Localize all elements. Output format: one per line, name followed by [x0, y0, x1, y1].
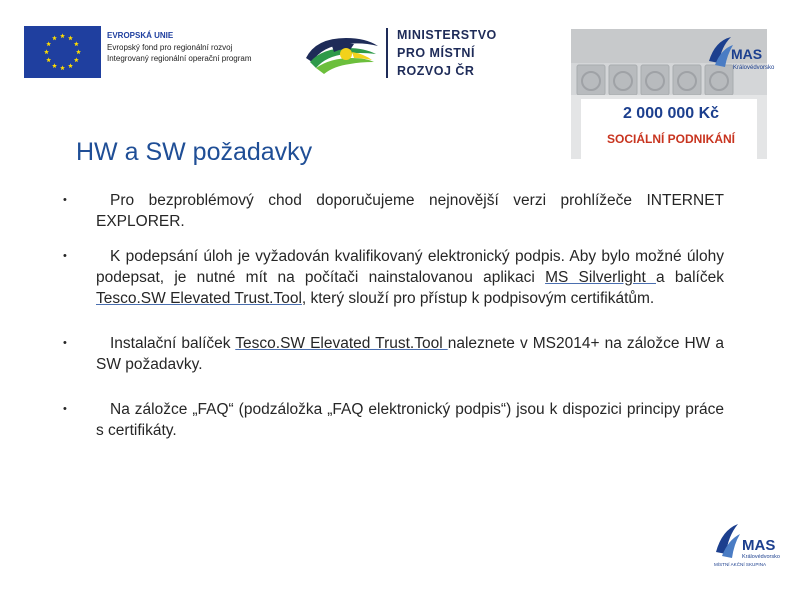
mas-footer-logo	[712, 522, 780, 568]
bullet-dot: •	[63, 194, 67, 206]
bullet-text-part: K podepsání úloh je vyžadován kvalifikovaný elektronický podpis. Aby bylo možné úlohy podepsat, je nutné mít na počítači nainstalovanou aplikaci	[96, 248, 724, 286]
mmr-logo	[302, 22, 512, 84]
eu-star-icon	[52, 63, 57, 68]
mmr-logo-text	[397, 26, 497, 80]
mmr-line3: ROZVOJ ČR	[397, 64, 475, 78]
eu-logo	[24, 26, 284, 78]
mas-logo-icon	[701, 33, 775, 79]
bullet-text-part: Pro bezproblémový chod doporučujeme nejnovější verzi prohlížeče INTERNET EXPLORER.	[96, 192, 724, 230]
eu-star-icon	[74, 41, 79, 46]
bullet-link[interactable]: Tesco.SW Elevated Trust.Tool	[235, 335, 448, 352]
bullet-item-2	[60, 246, 724, 309]
bullet-dot: •	[63, 403, 67, 415]
page-title: HW a SW požadavky	[76, 138, 313, 166]
eu-star-icon	[52, 36, 57, 41]
bullet-link[interactable]: Tesco.SW Elevated Trust.Tool	[96, 290, 302, 307]
mmr-line2: PRO MÍSTNÍ	[397, 46, 475, 60]
bullet-text	[96, 333, 724, 375]
eu-logo-line2: Evropský fond pro regionální rozvoj	[107, 42, 233, 52]
bullet-text	[96, 399, 724, 441]
bullet-item-1	[60, 190, 724, 232]
eu-star-icon	[74, 57, 79, 62]
eu-star-icon	[68, 63, 73, 68]
eu-logo-line1: EVROPSKÁ UNIE	[107, 31, 174, 40]
mas-logo-subtext: Královédvorsko	[733, 65, 775, 71]
eu-star-icon	[46, 57, 51, 62]
bullet-dot: •	[63, 250, 67, 262]
mas-logo-text: MAS	[731, 46, 763, 62]
eu-flag-icon	[24, 26, 101, 78]
eu-star-icon	[44, 49, 49, 54]
bullet-text	[96, 246, 724, 309]
mmr-line1: MINISTERSTVO	[397, 28, 497, 42]
eu-star-icon	[60, 65, 65, 70]
eu-star-icon	[68, 36, 73, 41]
bullet-text-part: Instalační balíček	[110, 335, 236, 352]
bullet-text-part: a balíček	[656, 269, 724, 286]
mas-footer-tagline: MÍSTNÍ AKČNÍ SKUPINA	[714, 562, 767, 567]
bullet-item-4	[60, 399, 724, 441]
mas-amount: 2 000 000 Kč	[622, 105, 720, 122]
mmr-emblem-icon	[302, 28, 382, 76]
eu-logo-text	[107, 30, 252, 65]
eu-star-icon	[76, 49, 81, 54]
bullet-list	[60, 190, 724, 441]
eu-star-icon	[46, 41, 51, 46]
bullet-text-part: Na záložce „FAQ“ (podzáložka „FAQ elektronický podpis“) jsou k dispozici principy práce s certifikáty.	[96, 401, 724, 439]
eu-star-icon	[60, 33, 65, 38]
mas-label: SOCIÁLNÍ PODNIKÁNÍ	[606, 132, 735, 146]
bullet-item-3	[60, 333, 724, 375]
bullet-text	[96, 190, 724, 232]
mas-banner	[571, 29, 775, 159]
bullet-text-part: naleznete v MS2014+ na záložce HW a SW požadavky.	[96, 335, 724, 373]
mas-footer-subtext: Královédvorsko	[742, 554, 780, 560]
eu-logo-line3: Integrovaný regionální operační program	[107, 54, 252, 63]
mas-footer-logo-text: MAS	[742, 537, 776, 554]
bullet-dot: •	[63, 337, 67, 349]
mmr-divider	[386, 28, 388, 78]
bullet-text-part: , který slouží pro přístup k podpisovým certifikátům.	[301, 290, 655, 307]
bullet-link[interactable]: MS Silverlight	[545, 269, 656, 286]
